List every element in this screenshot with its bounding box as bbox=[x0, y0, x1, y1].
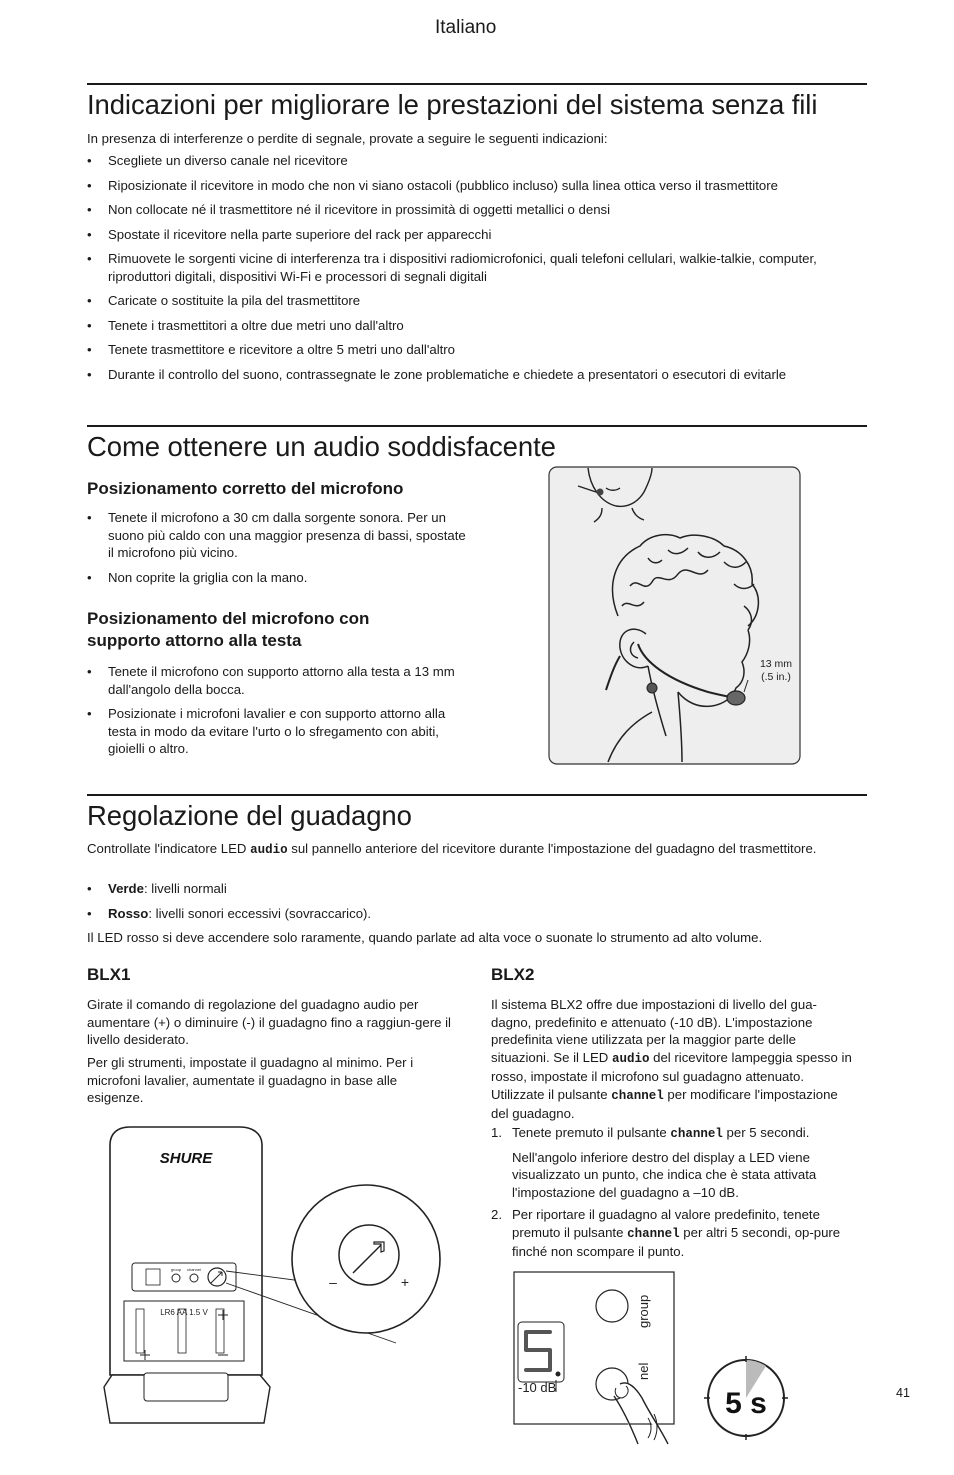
brand-logo: SHURE bbox=[159, 1150, 213, 1167]
list-item: • Caricate o sostituite la pila del trasmettitore bbox=[87, 292, 867, 310]
subheading-blx2: BLX2 bbox=[491, 965, 535, 984]
section-divider bbox=[87, 83, 867, 85]
distance-label-imperial: (.5 in.) bbox=[761, 671, 791, 683]
list-item: • Posizionate i microfoni lavalier e con supporto attorno alla testa in modo da evitare l'urto o lo sfregamento con abiti, gioielli o altro. bbox=[87, 705, 467, 758]
blx1-paragraph: Girate il comando di regolazione del guadagno audio per aumentare (+) o diminuire (-) il guadagno fino a raggiun-gere il livello desiderato. bbox=[87, 997, 451, 1047]
list-item: • Non collocate né il trasmettitore né il ricevitore in prossimità di oggetti metallici o densi bbox=[87, 201, 867, 219]
subheading-mic-position: Posizionamento corretto del microfono bbox=[87, 479, 404, 498]
list-item: • Riposizionate il ricevitore in modo che non vi siano ostacoli (pubblico incluso) sulla linea ottica verso il trasmettitore bbox=[87, 177, 867, 195]
gain-knob-zoom bbox=[339, 1225, 399, 1285]
attenuation-label: -10 dB bbox=[518, 1380, 557, 1395]
mic-position-list bbox=[87, 509, 467, 586]
headset-illustration bbox=[548, 466, 802, 766]
list-item: • Durante il controllo del suono, contrassegnate le zone problematiche e chiedete a presentatori o esecutori di evitarle bbox=[87, 366, 867, 384]
gain-plus-label: + bbox=[400, 1274, 410, 1290]
channel-code: channel bbox=[627, 1226, 680, 1241]
audio-code: audio bbox=[611, 1051, 650, 1066]
section-divider bbox=[87, 425, 867, 427]
subheading-blx1: BLX1 bbox=[87, 965, 131, 984]
list-item: 1. Tenete premuto il pulsante channel per 5 secondi. Nell'angolo inferiore destro del display a LED viene visualizzato un punto, che indica che è stata attivata l'impostazione del guadagno a –10 dB. bbox=[491, 1125, 817, 1200]
group-button[interactable] bbox=[596, 1290, 628, 1322]
list-item: 2. Per riportare il guadagno al valore predefinito, tenete premuto il pulsante channel per altri 5 secondi, op-pure finché non scompare il punto. bbox=[491, 1207, 841, 1259]
mic-capsule-icon bbox=[597, 489, 604, 496]
blx2-paragraph: Il sistema BLX2 offre due impostazioni di livello del gua-dagno, predefinito e attenuato (-10 dB). L'impostazione predefinita viene utilizzata per la maggior parte delle situazioni. Se il LED audio del ricevitore lampeggia spesso in rosso, impostate il microfono sul guadagno attenuato. Utilizzate il pulsante channel per modificare l'impostazione del guadagno. bbox=[491, 997, 852, 1121]
list-item: • Rimuovete le sorgenti vicine di interferenza tra i dispositivi radiomicrofonici, quali telefoni cellulari, walkie-talkie, computer, riproduttori digitali, dispositivi Wi-Fi e processori di segnali digitali bbox=[87, 250, 838, 285]
channel-label: nel bbox=[636, 1362, 651, 1380]
gain-minus-label: – bbox=[329, 1274, 337, 1290]
list-item: • Non coprite la griglia con la mano. bbox=[87, 569, 467, 587]
section-intro: In presenza di interferenze o perdite di segnale, provate a seguire le seguenti indicazioni: bbox=[87, 131, 608, 146]
list-item: • Tenete il microfono con supporto attorno alla testa a 13 mm dall'angolo della bocca. bbox=[87, 663, 467, 698]
led-dot bbox=[556, 1372, 561, 1377]
list-item: • Scegliete un diverso canale nel ricevitore bbox=[87, 152, 867, 170]
subheading-headset-position: Posizionamento del microfono con supporto attorno alla testa bbox=[87, 609, 370, 650]
section-title-wireless-tips: Indicazioni per migliorare le prestazioni del sistema senza fili bbox=[87, 89, 818, 120]
list-item: • Verde: livelli normali bbox=[87, 880, 867, 898]
audio-code: audio bbox=[250, 843, 288, 857]
section-title-gain: Regolazione del guadagno bbox=[87, 800, 412, 831]
list-item: • Tenete trasmettitore e ricevitore a oltre 5 metri uno dall'altro bbox=[87, 341, 867, 359]
red-led-note: Il LED rosso si deve accendere solo raramente, quando parlate ad alta voce o suonate lo strumento ad alto volume. bbox=[87, 930, 763, 945]
blx2-receiver-illustration bbox=[510, 1268, 795, 1448]
battery-label: LR6 AA 1.5 V bbox=[160, 1308, 208, 1317]
list-item: • Spostate il ricevitore nella parte superiore del rack per apparecchi bbox=[87, 226, 867, 244]
list-item: • Rosso: livelli sonori eccessivi (sovraccarico). bbox=[87, 905, 867, 923]
list-item: • Tenete il microfono a 30 cm dalla sorgente sonora. Per un suono più caldo con una maggior presenza di bassi, spostate il microfono più vicino. bbox=[87, 509, 467, 562]
blx1-transmitter-illustration bbox=[100, 1125, 445, 1425]
tips-list bbox=[87, 152, 867, 383]
blx2-steps bbox=[491, 1124, 853, 1261]
led-color-list bbox=[87, 880, 867, 922]
headset-position-list bbox=[87, 663, 467, 758]
list-item: • Tenete i trasmettitori a oltre due metri uno dall'altro bbox=[87, 317, 867, 335]
group-label: group bbox=[636, 1294, 651, 1328]
timer-label: 5 s bbox=[725, 1387, 767, 1420]
group-label: group bbox=[170, 1267, 182, 1272]
section-divider bbox=[87, 794, 867, 796]
channel-label: channel bbox=[186, 1267, 202, 1272]
distance-label: 13 mm bbox=[759, 658, 793, 670]
page-number: 41 bbox=[896, 1386, 910, 1400]
language-label: Italiano bbox=[435, 17, 497, 38]
blx1-paragraph: Per gli strumenti, impostate il guadagno al minimo. Per i microfoni lavalier, aumentate il guadagno in base alle esigenze. bbox=[87, 1055, 414, 1105]
channel-code: channel bbox=[611, 1088, 664, 1103]
section-title-audio: Come ottenere un audio soddisfacente bbox=[87, 431, 556, 462]
channel-code: channel bbox=[670, 1127, 723, 1141]
gain-intro: Controllate l'indicatore LED audio sul pannello anteriore del ricevitore durante l'impostazione del guadagno del trasmettitore. bbox=[87, 841, 817, 857]
